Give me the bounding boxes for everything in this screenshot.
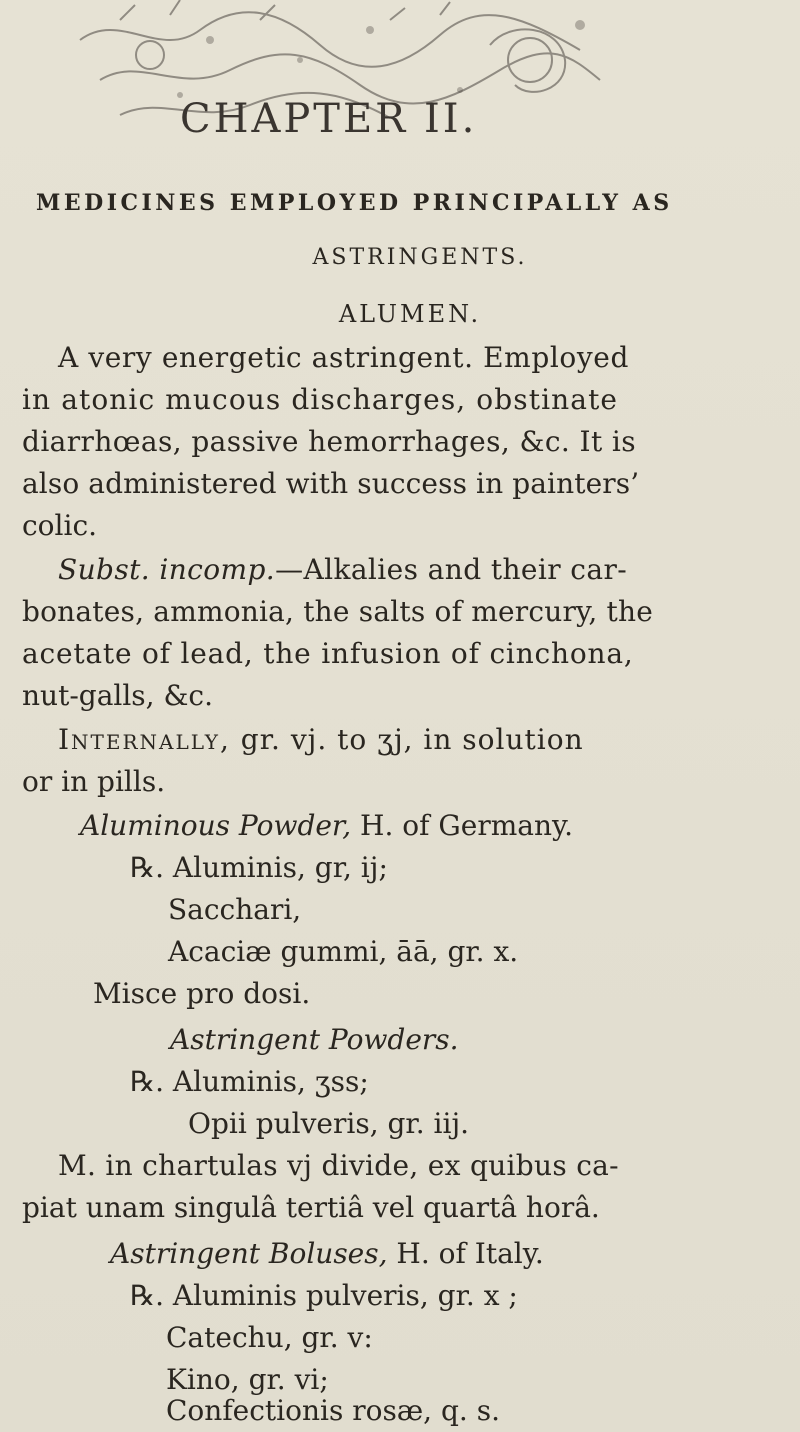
recipe-direction: Misce pro dosi. [93, 977, 311, 1010]
subst-label: Subst. incomp. [58, 553, 276, 586]
recipe-line: Sacchari, [168, 893, 302, 926]
recipe-line: ℞. Aluminis pulveris, gr. x ; [130, 1279, 518, 1312]
text-line: acetate of lead, the infusion of cinchona, [22, 637, 634, 670]
section-heading-line2: ASTRINGENTS. [312, 245, 528, 270]
recipe-line: ℞. Aluminis, gr, ij; [130, 851, 388, 884]
recipe-line: Confectionis rosæ, q. s. [166, 1394, 500, 1427]
recipe-line: Kino, gr. vi; [166, 1363, 329, 1396]
recipe-line: Catechu, gr. v: [166, 1321, 373, 1354]
drug-heading: ALUMEN. [338, 300, 482, 328]
section-heading-line1: MEDICINES EMPLOYED PRINCIPALLY AS [36, 190, 673, 216]
text-line: in atonic mucous discharges, obstinate [22, 383, 619, 416]
internally-label: Internally, [58, 723, 231, 756]
recipe-line: ℞. Aluminis, ʒss; [130, 1065, 369, 1098]
recipe-title: Astringent Powders. [170, 1023, 459, 1056]
recipe-title: Aluminous Powder, H. of Germany. [80, 809, 573, 842]
text-line: diarrhœas, passive hemorrhages, &c. It is [22, 425, 637, 458]
text-line: also administered with success in painters’ [22, 467, 640, 500]
text-line: Subst. incomp.—Alkalies and their car- [58, 553, 628, 586]
text-line: A very energetic astringent. Employed [58, 341, 629, 374]
text-line: or in pills. [22, 765, 166, 798]
recipe-line: Acaciæ gummi, āā, gr. x. [168, 935, 519, 968]
recipe-title: Astringent Boluses, H. of Italy. [110, 1237, 544, 1270]
recipe-direction: piat unam singulâ tertiâ vel quartâ horâ. [22, 1191, 600, 1224]
recipe-line: Opii pulveris, gr. iij. [188, 1107, 470, 1140]
text-line: nut-galls, &c. [22, 679, 213, 712]
text-line: Internally, gr. vj. to ʒj, in solution [58, 723, 584, 756]
text-line: bonates, ammonia, the salts of mercury, the [22, 595, 654, 628]
recipe-direction: M. in chartulas vj divide, ex quibus ca- [58, 1149, 619, 1182]
text-line: colic. [22, 509, 98, 542]
chapter-title: CHAPTER II. [180, 96, 478, 142]
